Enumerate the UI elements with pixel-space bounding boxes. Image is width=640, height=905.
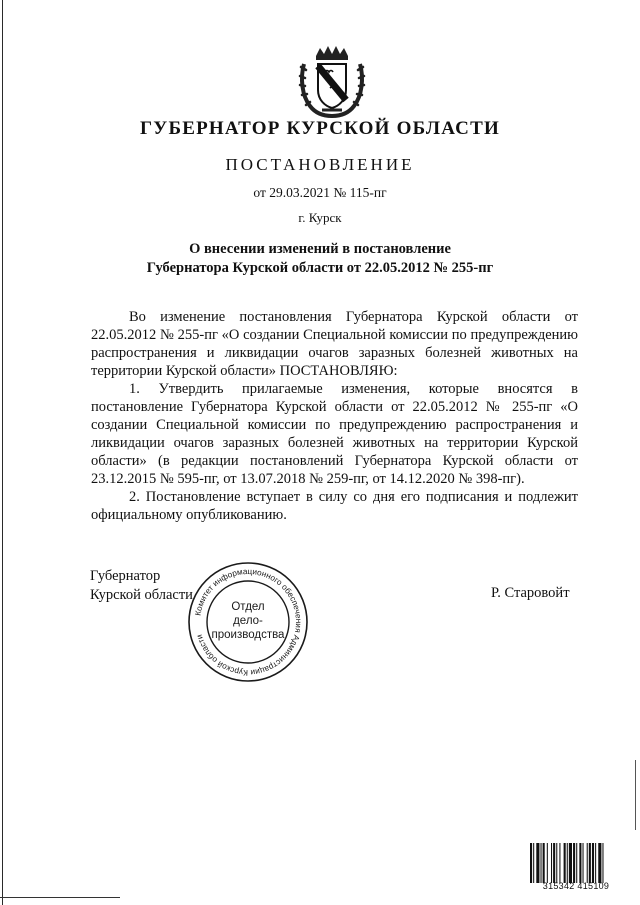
stamp-ring-text: Комитет информационного обеспечения Администрации Курской области — [193, 566, 304, 678]
barcode-bar — [551, 843, 552, 883]
document-type: ПОСТАНОВЛЕНИЕ — [225, 155, 415, 174]
authority-heading: ГУБЕРНАТОР КУРСКОЙ ОБЛАСТИ — [140, 118, 500, 139]
barcode-bar — [595, 843, 596, 883]
barcode-bar — [553, 843, 555, 883]
signer-position-line-1: Губернатор — [90, 568, 161, 584]
barcode-bar — [530, 843, 532, 883]
barcode-bar — [569, 843, 572, 883]
scan-edge-right — [635, 760, 636, 830]
barcode-bar — [583, 843, 584, 883]
barcode-icon — [530, 843, 622, 883]
barcode-bar — [598, 843, 601, 883]
bottom-rule — [0, 897, 120, 898]
barcode-bar — [543, 843, 545, 883]
barcode-bar — [559, 843, 560, 883]
title-line-2: Губернатора Курской области от 22.05.2012 № 255-пг — [146, 260, 494, 276]
barcode-bar — [564, 843, 566, 883]
barcode-bar — [567, 843, 568, 883]
barcode-bar — [602, 843, 603, 883]
document-title — [0, 240, 640, 278]
barcode-bar — [589, 843, 591, 883]
stamp-center-line-3: производства — [211, 629, 285, 641]
stamp-center-line-1: Отдел — [231, 601, 265, 613]
body-paragraph-item-1: 1. Утвердить прилагаемые изменения, которые вносятся в постановление Губернатора Курской области от 22.05.2012 № 255-пг «О создании Специальной комиссии по предупреждению распространения и ликвидации очагов заразных болезней животных на территории Курской области» (в редакции постановлений Губернатора Курской области от 23.12.2015 № 595-пг, от 13.07.2018 № 259-пг, от 14.12.2020 № 398-пг). — [91, 381, 578, 487]
barcode-bar — [579, 843, 581, 883]
stamp-center-line-2: дело- — [233, 615, 263, 627]
signer-position — [90, 567, 193, 605]
signer-name: Р. Старовойт — [491, 585, 570, 601]
office-stamp — [186, 560, 310, 684]
barcode-bar — [592, 843, 594, 883]
barcode-number: 315342 415109 — [542, 881, 610, 891]
barcode-bar — [576, 843, 577, 883]
barcode-bar — [536, 843, 539, 883]
barcode-bar — [556, 843, 557, 883]
document-body — [91, 308, 578, 524]
document-date-number: от 29.03.2021 № 115-пг — [253, 185, 387, 200]
body-paragraph-item-2: 2. Постановление вступает в силу со дня его подписания и подлежит официальному опубликованию. — [91, 489, 578, 523]
document-city: г. Курск — [298, 210, 342, 225]
body-paragraph-preamble: Во изменение постановления Губернатора Курской области от 22.05.2012 № 255-пг «О создании Специальной комиссии по предупреждению распространения и ликвидации очагов заразных болезней животных на территории Курской области» ПОСТАНОВЛЯЮ: — [91, 309, 578, 379]
coat-of-arms-icon — [298, 44, 366, 118]
title-line-1: О внесении изменений в постановление — [189, 241, 451, 257]
signer-position-line-2: Курской области — [90, 587, 193, 603]
barcode-bar — [547, 843, 548, 883]
barcode-bar — [587, 843, 588, 883]
barcode-bar — [533, 843, 534, 883]
barcode-bar — [541, 843, 542, 883]
barcode-bar — [573, 843, 575, 883]
